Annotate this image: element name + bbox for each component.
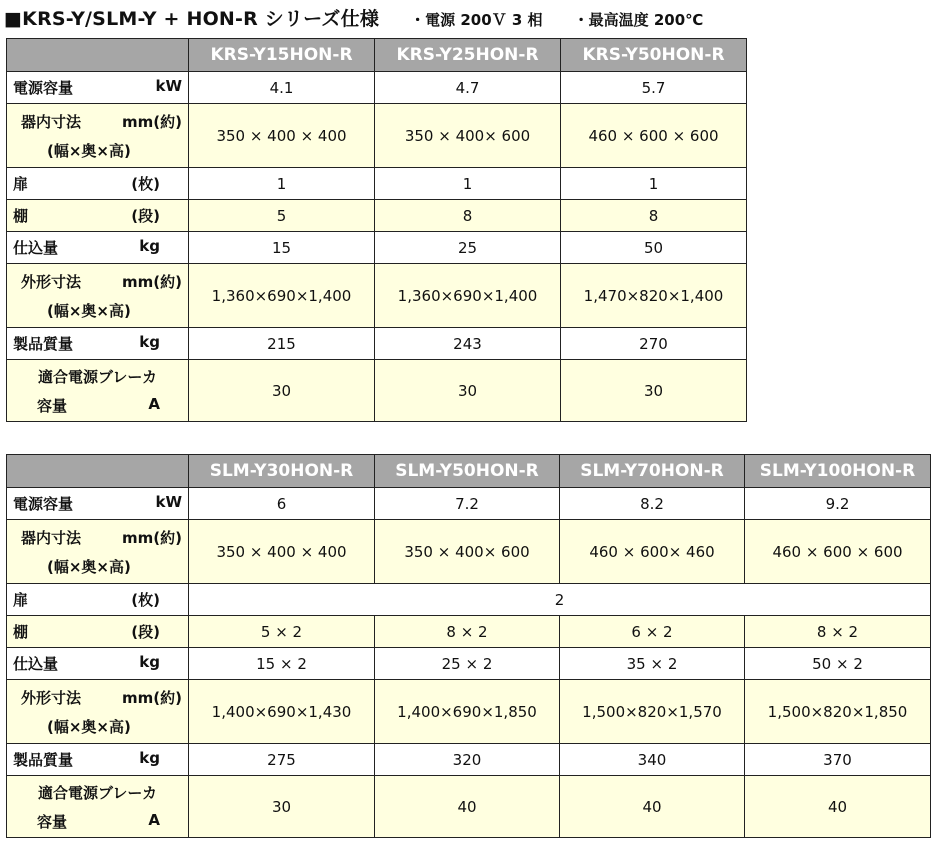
row-label: 器内寸法	[21, 528, 82, 547]
row-unit: kW	[155, 77, 182, 95]
model-header: SLM-Y50HON-R	[375, 455, 560, 488]
row-label: 器内寸法	[21, 112, 82, 131]
table-row	[7, 488, 931, 520]
table-cell: 35 × 2	[560, 648, 745, 680]
row-label: 棚	[13, 207, 29, 225]
table-cell: 25 × 2	[375, 648, 560, 680]
table-row	[7, 72, 747, 104]
table-row	[7, 168, 747, 200]
table-cell: 6 × 2	[560, 616, 745, 648]
row-unit: kg	[139, 237, 160, 255]
power-note: ・電源 200Ｖ 3 相	[410, 11, 543, 29]
row-sublabel: (幅×奥×高)	[47, 557, 131, 576]
table-row	[7, 648, 931, 680]
table-row	[7, 104, 747, 168]
row-unit: kg	[139, 653, 160, 671]
spec-title: ■KRS-Y/SLM-Y + HON-R シリーズ仕様	[4, 8, 380, 30]
row-label: 適合電源ブレーカ	[37, 783, 158, 802]
table-cell: 215	[189, 328, 375, 360]
table-row	[7, 744, 931, 776]
table-cell: 15 × 2	[189, 648, 375, 680]
table-cell: 7.2	[375, 488, 560, 520]
table-cell: 1,500×820×1,850	[745, 680, 931, 744]
model-header: SLM-Y70HON-R	[560, 455, 745, 488]
model-header: SLM-Y100HON-R	[745, 455, 931, 488]
table-cell: 275	[189, 744, 375, 776]
table-cell: 1,400×690×1,430	[189, 680, 375, 744]
table-cell: 8	[375, 200, 561, 232]
row-unit: mm(約)	[122, 528, 182, 547]
row-sublabel: (幅×奥×高)	[47, 717, 131, 736]
row-unit: kW	[155, 493, 182, 511]
header-corner	[7, 39, 189, 72]
table-cell: 350 × 400 × 400	[189, 520, 375, 584]
table-cell: 1,500×820×1,570	[560, 680, 745, 744]
row-unit: mm(約)	[122, 112, 182, 131]
row-label: 扉	[13, 175, 29, 193]
table-cell: 6	[189, 488, 375, 520]
table-cell: 1	[189, 168, 375, 200]
table-row	[7, 520, 931, 584]
row-label: 外形寸法	[21, 688, 82, 707]
table-cell: 15	[189, 232, 375, 264]
table-cell: 30	[375, 360, 561, 422]
table-cell: 460 × 600 × 600	[561, 104, 747, 168]
table-row	[7, 616, 931, 648]
table-row	[7, 776, 931, 838]
row-unit: kg	[139, 333, 160, 351]
row-unit: (段)	[131, 623, 160, 641]
table-cell: 460 × 600 × 600	[745, 520, 931, 584]
row-unit: mm(約)	[122, 272, 182, 291]
temperature-note: ・最高温度 200℃	[573, 11, 704, 29]
table-cell: 270	[561, 328, 747, 360]
row-unit: A	[148, 394, 160, 413]
row-label: 適合電源ブレーカ	[37, 367, 158, 386]
table-cell: 30	[189, 776, 375, 838]
table-cell: 40	[745, 776, 931, 838]
row-unit: kg	[139, 749, 160, 767]
row-unit: mm(約)	[122, 688, 182, 707]
model-header: KRS-Y25HON-R	[375, 39, 561, 72]
table-cell: 30	[189, 360, 375, 422]
row-unit: (枚)	[131, 175, 160, 193]
row-unit: A	[148, 810, 160, 829]
row-unit: (枚)	[131, 591, 160, 609]
table-cell: 8	[561, 200, 747, 232]
table-cell: 350 × 400× 600	[375, 104, 561, 168]
row-label: 製品質量	[13, 335, 74, 353]
model-header: KRS-Y15HON-R	[189, 39, 375, 72]
model-header: SLM-Y30HON-R	[189, 455, 375, 488]
table-cell: 50 × 2	[745, 648, 931, 680]
table-cell: 2	[189, 584, 931, 616]
table-cell: 350 × 400 × 400	[189, 104, 375, 168]
table-cell: 320	[375, 744, 560, 776]
spec-heading	[4, 6, 703, 32]
row-unit: (段)	[131, 207, 160, 225]
table-cell: 1,400×690×1,850	[375, 680, 560, 744]
table-cell: 5	[189, 200, 375, 232]
row-label: 容量	[37, 396, 68, 415]
table-cell: 1,360×690×1,400	[189, 264, 375, 328]
table-cell: 4.1	[189, 72, 375, 104]
table-cell: 30	[561, 360, 747, 422]
table-cell: 243	[375, 328, 561, 360]
table-cell: 40	[375, 776, 560, 838]
slm-spec-table	[6, 454, 931, 838]
table-cell: 8 × 2	[745, 616, 931, 648]
table-cell: 25	[375, 232, 561, 264]
table-cell: 1,470×820×1,400	[561, 264, 747, 328]
table-row	[7, 232, 747, 264]
table-cell: 8.2	[560, 488, 745, 520]
krs-spec-table	[6, 38, 747, 422]
table-cell: 340	[560, 744, 745, 776]
table-row	[7, 360, 747, 422]
model-header: KRS-Y50HON-R	[561, 39, 747, 72]
table-cell: 460 × 600× 460	[560, 520, 745, 584]
row-label: 電源容量	[13, 79, 74, 97]
header-corner	[7, 455, 189, 488]
row-label: 棚	[13, 623, 29, 641]
table-cell: 40	[560, 776, 745, 838]
row-label: 製品質量	[13, 751, 74, 769]
table-cell: 1	[375, 168, 561, 200]
table-cell: 370	[745, 744, 931, 776]
row-label: 扉	[13, 591, 29, 609]
row-label: 電源容量	[13, 495, 74, 513]
table-cell: 9.2	[745, 488, 931, 520]
table-cell: 5.7	[561, 72, 747, 104]
table-cell: 50	[561, 232, 747, 264]
table-cell: 8 × 2	[375, 616, 560, 648]
table-row	[7, 264, 747, 328]
table-row	[7, 200, 747, 232]
table-row	[7, 584, 931, 616]
row-label: 仕込量	[13, 239, 59, 257]
row-label: 容量	[37, 812, 68, 831]
table-row	[7, 680, 931, 744]
table-cell: 1,360×690×1,400	[375, 264, 561, 328]
table-cell: 4.7	[375, 72, 561, 104]
table-cell: 5 × 2	[189, 616, 375, 648]
row-sublabel: (幅×奥×高)	[47, 141, 131, 160]
table-row	[7, 328, 747, 360]
row-sublabel: (幅×奥×高)	[47, 301, 131, 320]
row-label: 外形寸法	[21, 272, 82, 291]
row-label: 仕込量	[13, 655, 59, 673]
table-cell: 1	[561, 168, 747, 200]
table-cell: 350 × 400× 600	[375, 520, 560, 584]
